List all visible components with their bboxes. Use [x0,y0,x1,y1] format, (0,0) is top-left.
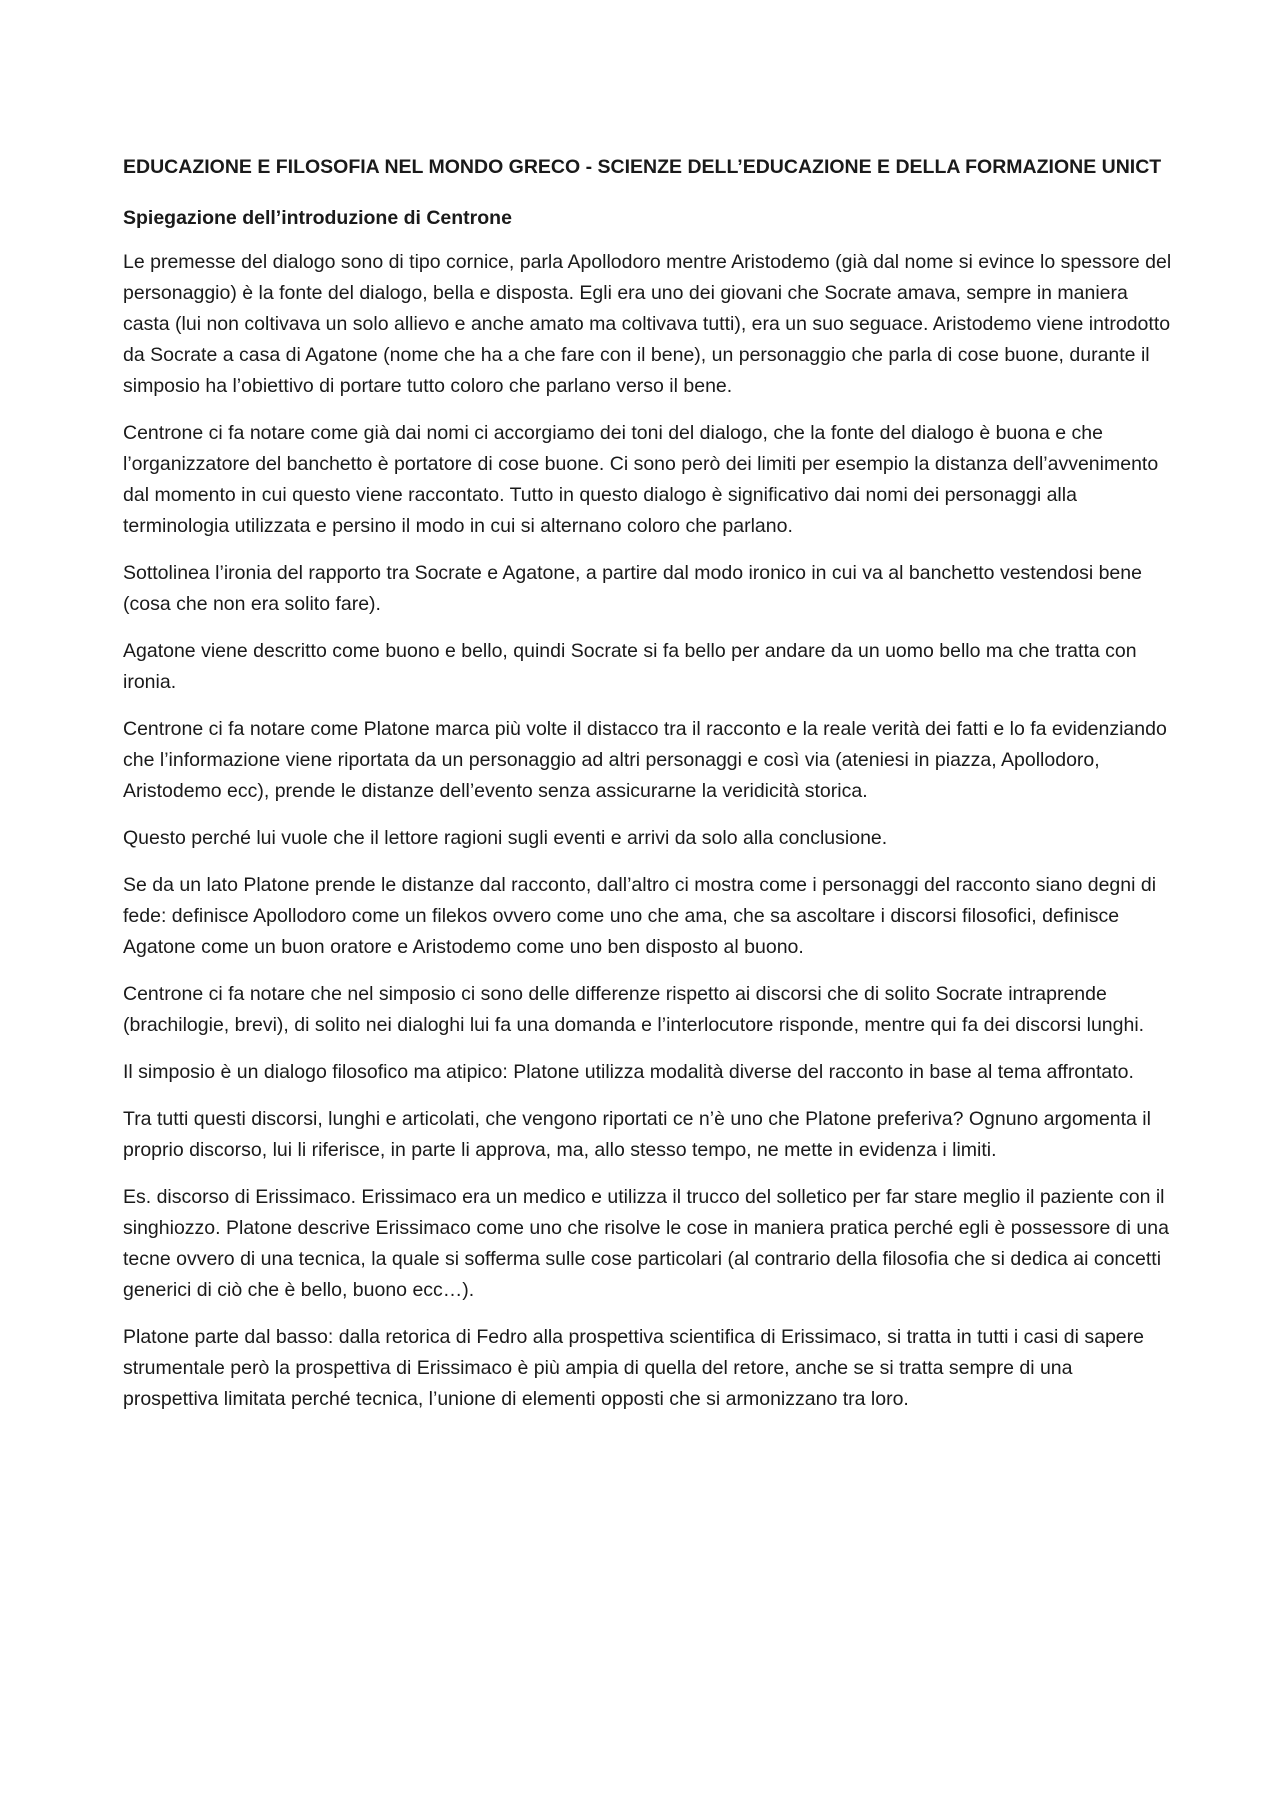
paragraph-8: Centrone ci fa notare che nel simposio ci sono delle differenze rispetto ai discorsi che di solito Socrate intraprende (brachilogie, brevi), di solito nei dialoghi lui fa una domanda e l’interlocutore risponde, mentre qui fa dei discorsi lunghi. [123,983,1145,1036]
section-heading: Spiegazione dell’introduzione di Centrone [123,207,512,229]
document-title: EDUCAZIONE E FILOSOFIA NEL MONDO GRECO - SCIENZE DELL’EDUCAZIONE E DELLA FORMAZIONE UNICT [123,156,1162,178]
paragraph-2: Centrone ci fa notare come già dai nomi ci accorgiamo dei toni del dialogo, che la fonte del dialogo è buona e che l’organizzatore del banchetto è portatore di cose buone. Ci sono però dei limiti per esempio la distanza dell’avvenimento dal momento in cui questo viene raccontato. Tutto in questo dialogo è significativo dai nomi dei personaggi alla terminologia utilizzata e persino il modo in cui si alternano coloro che parlano. [123,422,1159,537]
paragraph-11: Es. discorso di Erissimaco. Erissimaco era un medico e utilizza il trucco del solletico per far stare meglio il paziente con il singhiozzo. Platone descrive Erissimaco come uno che risolve le cose in maniera pratica perché egli è possessore di una tecne ovvero di una tecnica, la quale si sofferma sulle cose particolari (al contrario della filosofia che si dedica ai concetti generici di ciò che è bello, buono ecc…). [123,1186,1169,1301]
paragraph-9: Il simposio è un dialogo filosofico ma atipico: Platone utilizza modalità diverse del racconto in base al tema affrontato. [123,1061,1134,1083]
paragraph-3: Sottolinea l’ironia del rapporto tra Socrate e Agatone, a partire dal modo ironico in cui va al banchetto vestendosi bene (cosa che non era solito fare). [123,562,1142,615]
paragraph-4: Agatone viene descritto come buono e bello, quindi Socrate si fa bello per andare da un uomo bello ma che tratta con ironia. [123,640,1137,693]
paragraph-6: Questo perché lui vuole che il lettore ragioni sugli eventi e arrivi da solo alla conclusione. [123,827,888,849]
paragraph-5: Centrone ci fa notare come Platone marca più volte il distacco tra il racconto e la reale verità dei fatti e lo fa evidenziando che l’informazione viene riportata da un personaggio ad altri personaggi e così via (ateniesi in piazza, Apollodoro, Aristodemo ecc), prende le distanze dell’evento senza assicurarne la veridicità storica. [123,718,1167,802]
paragraph-7: Se da un lato Platone prende le distanze dal racconto, dall’altro ci mostra come i personaggi del racconto siano degni di fede: definisce Apollodoro come un filekos ovvero come uno che ama, che sa ascoltare i discorsi filosofici, definisce Agatone come un buon oratore e Aristodemo come uno ben disposto al buono. [123,874,1157,958]
paragraph-12: Platone parte dal basso: dalla retorica di Fedro alla prospettiva scientifica di Erissimaco, si tratta in tutti i casi di sapere strumentale però la prospettiva di Erissimaco è più ampia di quella del retore, anche se si tratta sempre di una prospettiva limitata perché tecnica, l’unione di elementi opposti che si armonizzano tra loro. [123,1326,1144,1410]
paragraph-10: Tra tutti questi discorsi, lunghi e articolati, che vengono riportati ce n’è uno che Platone preferiva? Ognuno argomenta il proprio discorso, lui li riferisce, in parte li approva, ma, allo stesso tempo, ne mette in evidenza i limiti. [123,1108,1151,1161]
paragraph-1: Le premesse del dialogo sono di tipo cornice, parla Apollodoro mentre Aristodemo (già dal nome si evince lo spessore del personaggio) è la fonte del dialogo, bella e disposta. Egli era uno dei giovani che Socrate amava, sempre in maniera casta (lui non coltivava un solo allievo e anche amato ma coltivava tutti), era un suo seguace. Aristodemo viene introdotto da Socrate a casa di Agatone (nome che ha a che fare con il bene), un personaggio che parla di cose buone, durante il simposio ha l’obiettivo di portare tutto coloro che parlano verso il bene. [123,251,1172,397]
document-body [123,152,1173,1431]
